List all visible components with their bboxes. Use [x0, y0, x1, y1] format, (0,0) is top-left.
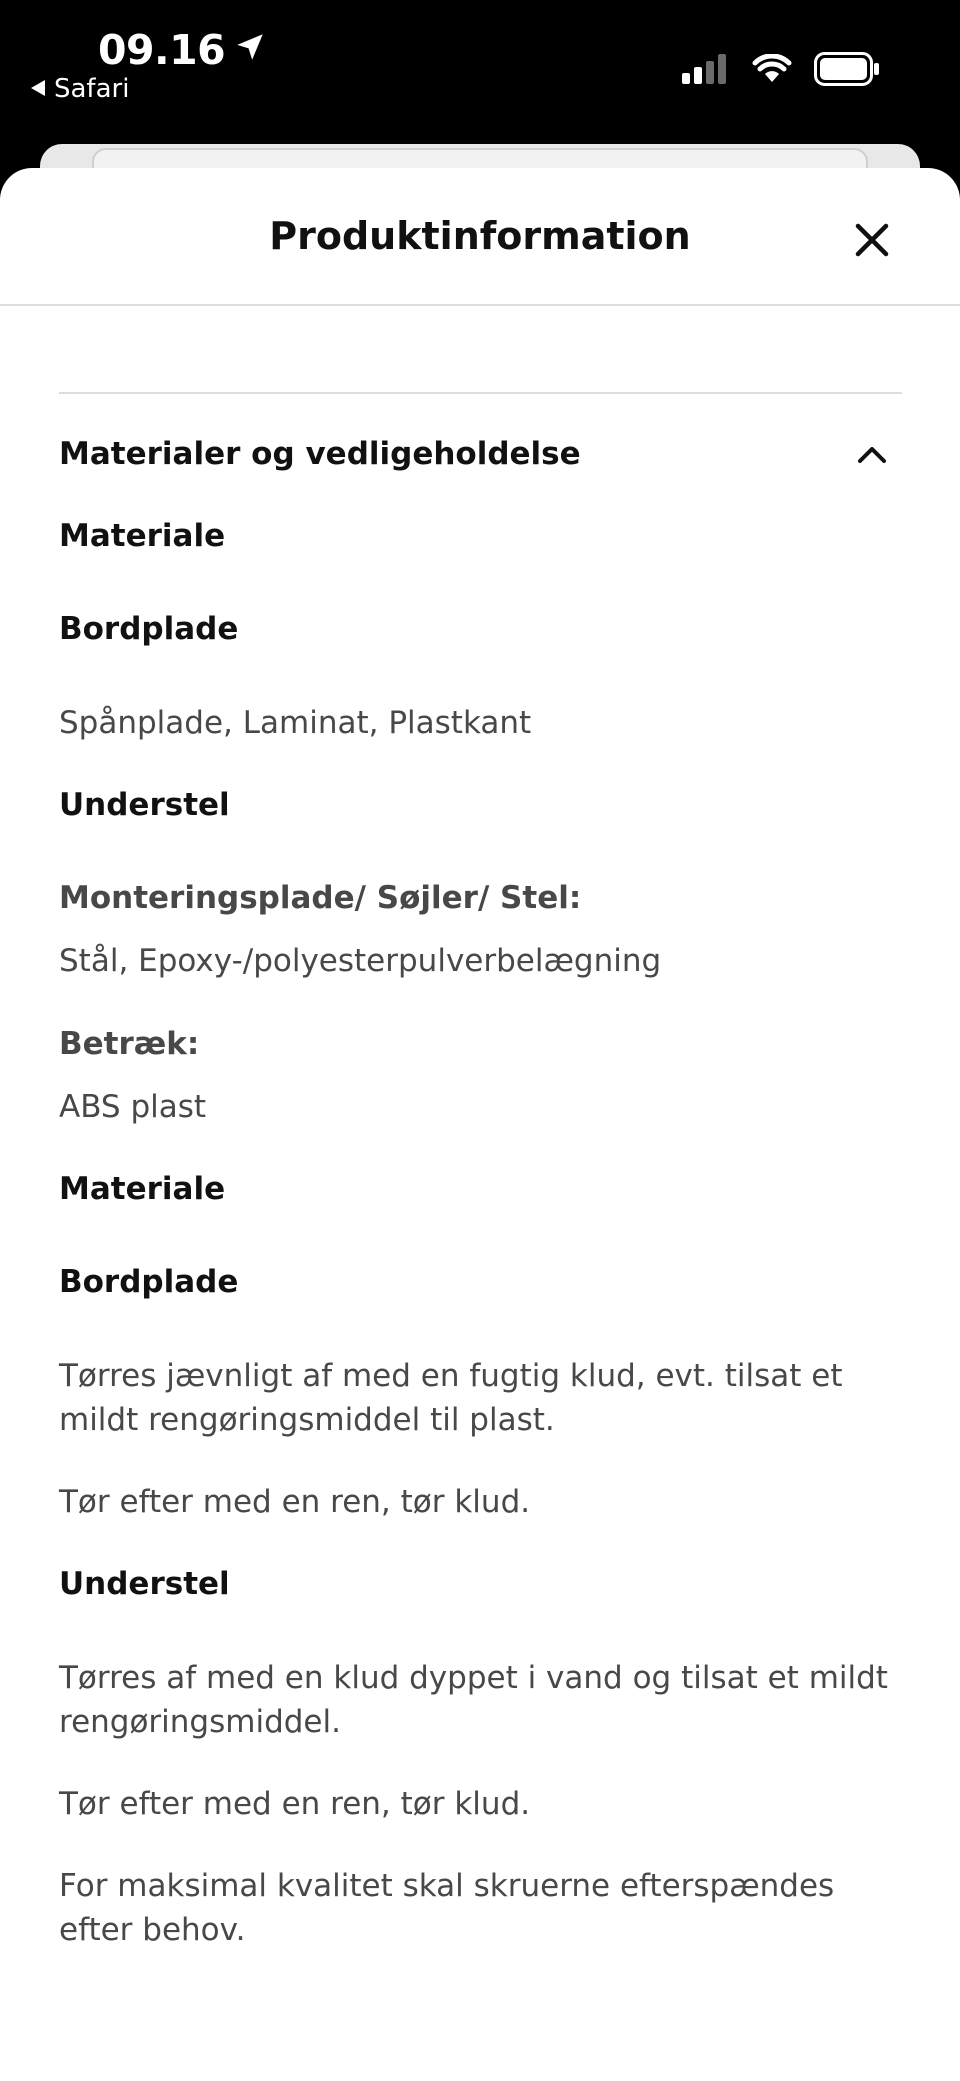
care-heading: Materiale	[59, 1171, 226, 1207]
materials-cover-text: ABS plast	[59, 1089, 207, 1125]
chevron-up-icon	[852, 434, 892, 474]
status-icons	[682, 52, 880, 90]
sheet-title: Produktinformation	[269, 214, 691, 258]
accordion-body	[59, 514, 902, 1952]
accordion-materials-care-header[interactable]	[59, 394, 902, 514]
care-tabletop-heading: Bordplade	[59, 1264, 239, 1300]
care-underframe-text-1: Tørres af med en klud dyppet i vand og tilsat et mildt rengøringsmiddel.	[59, 1660, 888, 1740]
close-button[interactable]	[846, 216, 898, 268]
sheet-header	[0, 168, 960, 306]
status-bar	[0, 0, 960, 140]
materials-mounting-text: Stål, Epoxy-/polyesterpulverbelægning	[59, 943, 662, 979]
materials-heading: Materiale	[59, 518, 226, 554]
status-time: 09.16	[98, 26, 226, 74]
care-underframe-text-2: Tør efter med en ren, tør klud.	[59, 1786, 531, 1822]
back-to-safari[interactable]	[30, 74, 129, 104]
wifi-icon	[752, 54, 792, 88]
materials-mounting-label: Monteringsplade/ Søjler/ Stel:	[59, 880, 582, 916]
back-app-label: Safari	[54, 74, 130, 104]
cellular-signal-icon	[682, 54, 730, 88]
status-time-group	[98, 26, 267, 74]
care-underframe-heading: Understel	[59, 1566, 230, 1602]
care-tabletop-text-1: Tørres jævnligt af med en fugtig klud, evt. tilsat et mildt rengøringsmiddel til plast.	[59, 1358, 843, 1438]
product-info-sheet	[0, 168, 960, 2081]
close-icon	[854, 222, 890, 262]
materials-tabletop-text: Spånplade, Laminat, Plastkant	[59, 705, 532, 741]
back-triangle-icon	[30, 74, 46, 104]
materials-tabletop-heading: Bordplade	[59, 611, 239, 647]
accordion-title: Materialer og vedligeholdelse	[59, 436, 581, 472]
location-arrow-icon	[233, 26, 267, 74]
materials-cover-label: Betræk:	[59, 1026, 200, 1062]
materials-underframe-heading: Understel	[59, 787, 230, 823]
care-underframe-text-3: For maksimal kvalitet skal skruerne efterspændes efter behov.	[59, 1868, 835, 1948]
care-tabletop-text-2: Tør efter med en ren, tør klud.	[59, 1484, 531, 1520]
sheet-content	[59, 392, 902, 1952]
battery-icon	[814, 52, 880, 90]
